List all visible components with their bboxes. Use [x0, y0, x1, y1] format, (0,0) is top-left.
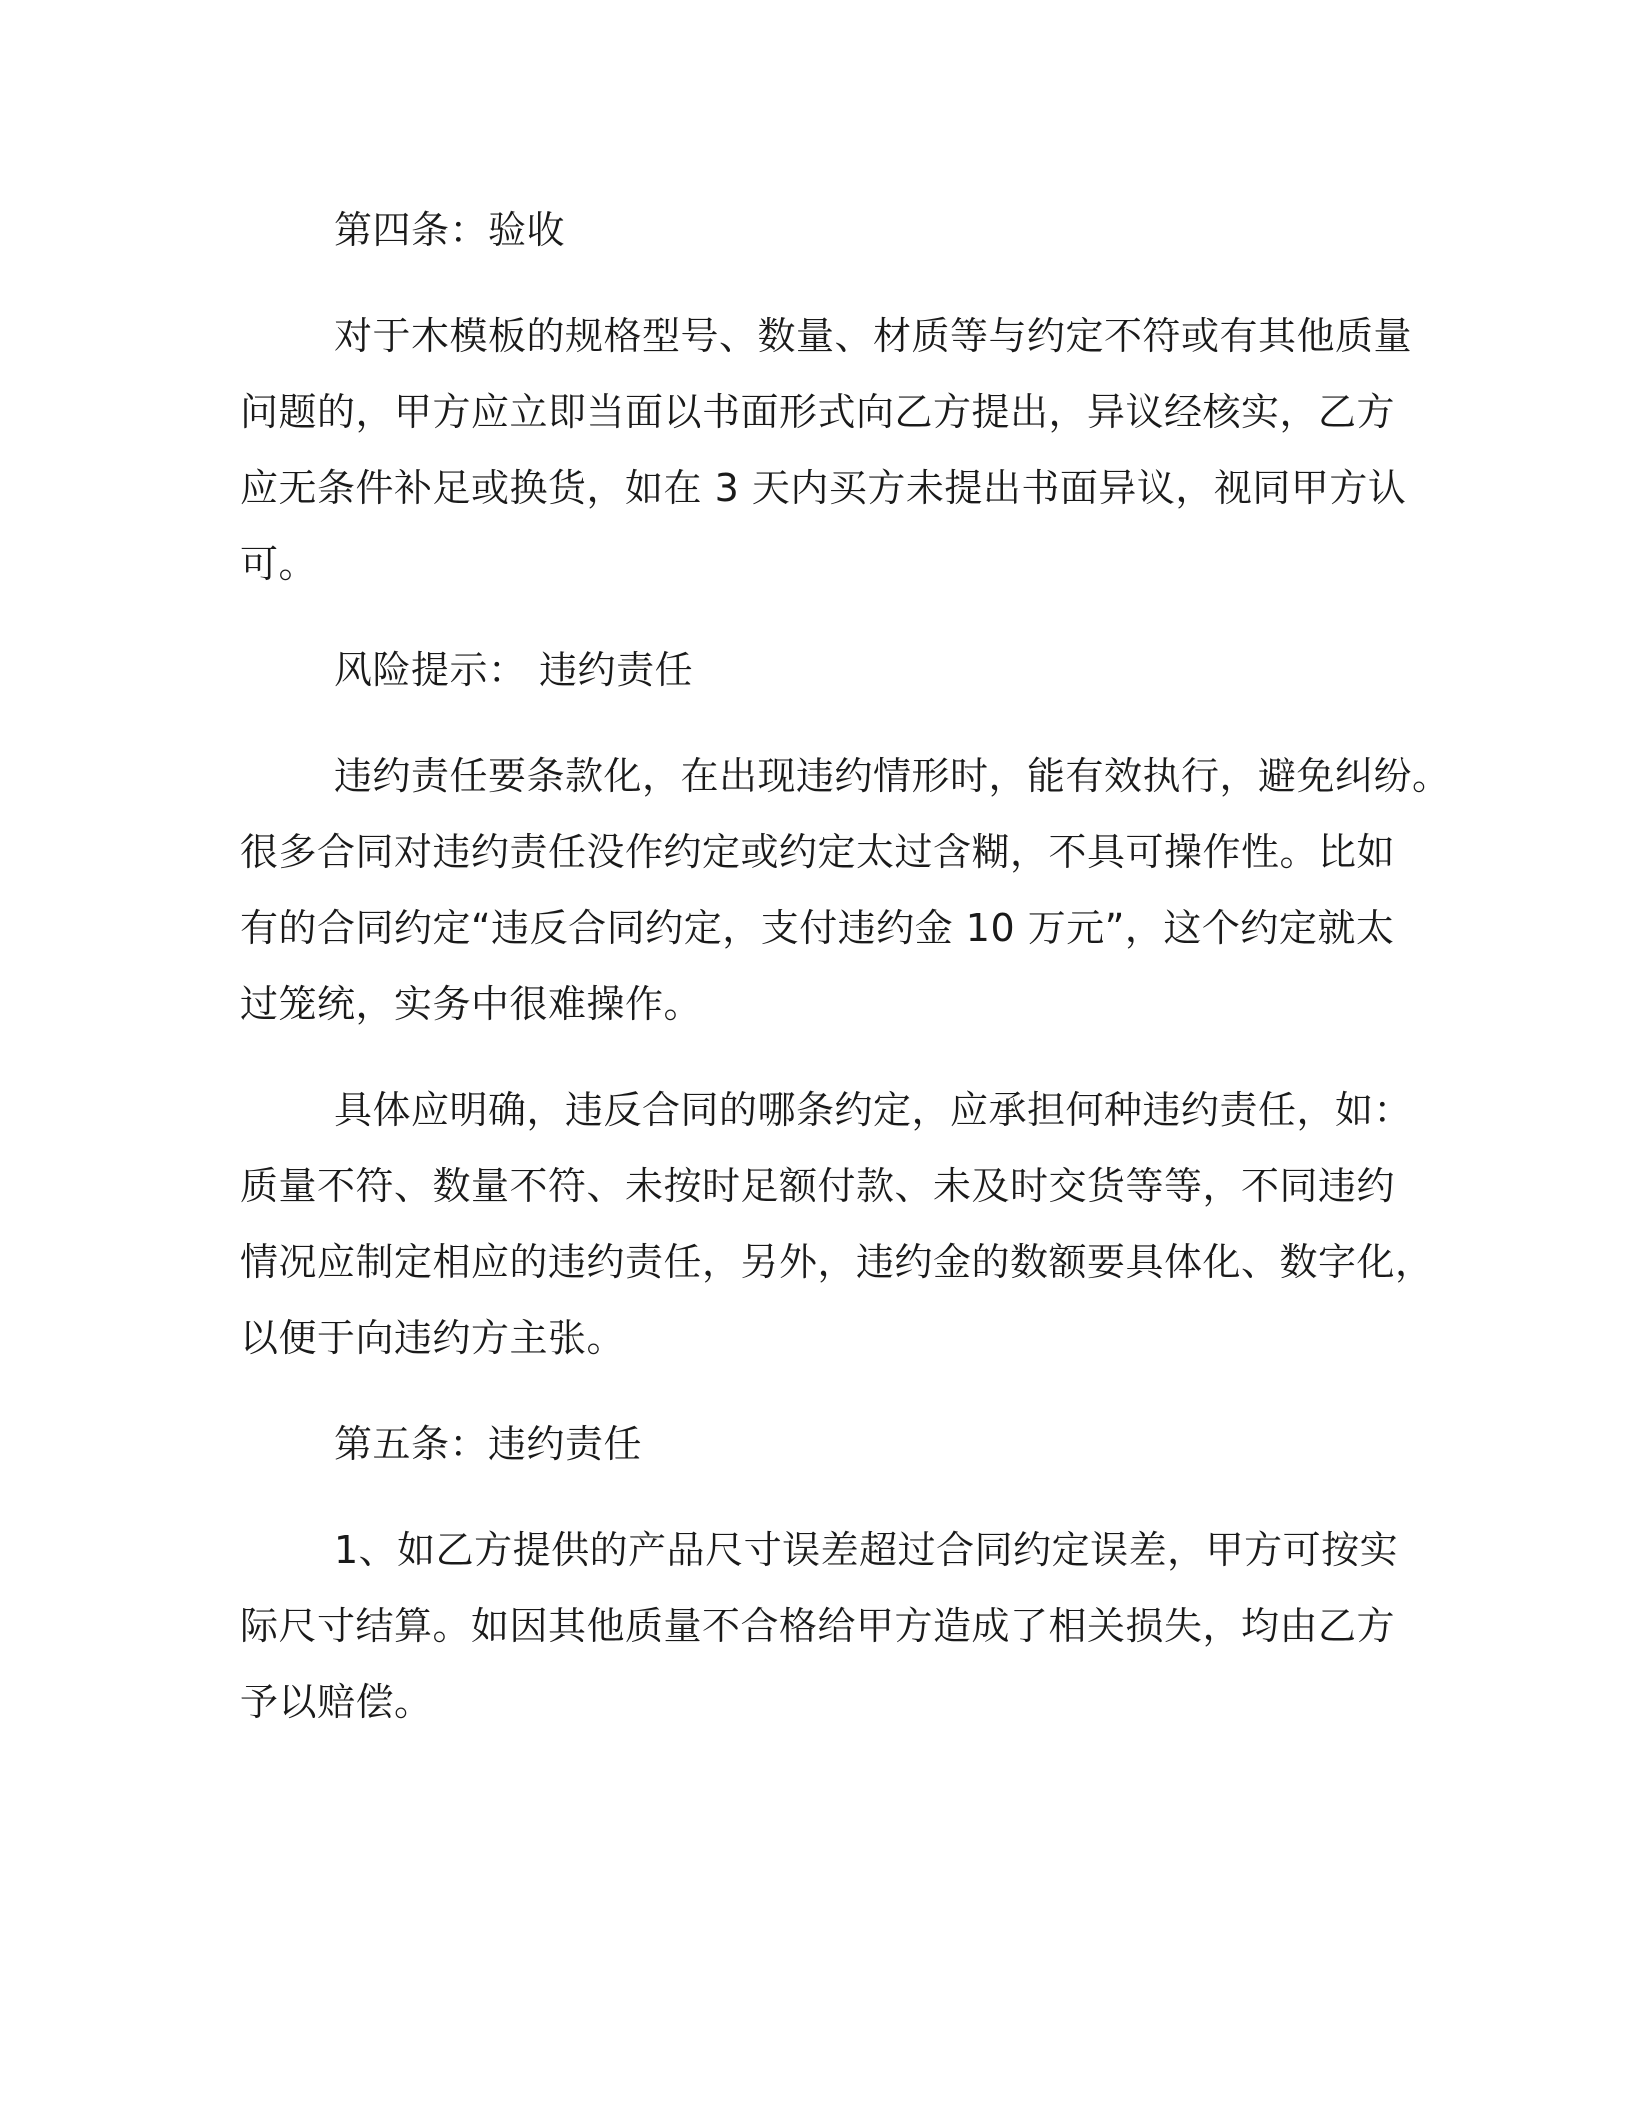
paragraph-line: 予以赔偿。 [240, 1680, 433, 1724]
paragraph-line: 过笼统，实务中很难操作。 [240, 982, 703, 1026]
paragraph-line: 质量不符、数量不符、未按时足额付款、未及时交货等等，不同违约 [240, 1164, 1396, 1208]
document-body [240, 192, 1451, 1740]
paragraph-line: 可。 [240, 542, 318, 586]
paragraph-gap [240, 602, 1388, 632]
paragraph-article-5-item-1 [240, 1512, 1399, 1740]
paragraph-line: 应无条件补足或换货，如在 3 天内买方未提出书面异议，视同甲方认 [240, 466, 1407, 510]
paragraph-line: 具体应明确，违反合同的哪条约定，应承担何种违约责任，如： [334, 1088, 1413, 1132]
paragraph-line: 1、如乙方提供的产品尺寸误差超过合同约定误差，甲方可按实 [334, 1528, 1399, 1572]
heading-risk-notice: 风险提示： 违约责任 [334, 648, 694, 692]
paragraph-line: 际尺寸结算。如因其他质量不合格给甲方造成了相关损失，均由乙方 [240, 1604, 1396, 1648]
paragraph-gap [240, 268, 1388, 298]
heading-article-4: 第四条：验收 [334, 208, 566, 252]
paragraph-risk-2 [240, 1072, 1434, 1376]
paragraph-line: 违约责任要条款化，在出现违约情形时，能有效执行，避免纠纷。 [334, 754, 1451, 798]
paragraph-gap [240, 708, 1388, 738]
heading-article-5: 第五条：违约责任 [334, 1422, 643, 1466]
paragraph-line: 很多合同对违约责任没作约定或约定太过含糊，不具可操作性。比如 [240, 830, 1396, 874]
paragraph-risk-1 [240, 738, 1451, 1042]
paragraph-line: 对于木模板的规格型号、数量、材质等与约定不符或有其他质量 [334, 314, 1413, 358]
paragraph-line: 问题的，甲方应立即当面以书面形式向乙方提出，异议经核实，乙方 [240, 390, 1396, 434]
paragraph-line: 情况应制定相应的违约责任，另外，违约金的数额要具体化、数字化， [240, 1240, 1434, 1284]
paragraph-gap [240, 1042, 1388, 1072]
paragraph-acceptance [240, 298, 1413, 602]
paragraph-line: 有的合同约定“违反合同约定，支付违约金 10 万元”，这个约定就太 [240, 906, 1395, 950]
paragraph-gap [240, 1482, 1388, 1512]
paragraph-gap [240, 1376, 1388, 1406]
paragraph-line: 以便于向违约方主张。 [240, 1316, 626, 1360]
